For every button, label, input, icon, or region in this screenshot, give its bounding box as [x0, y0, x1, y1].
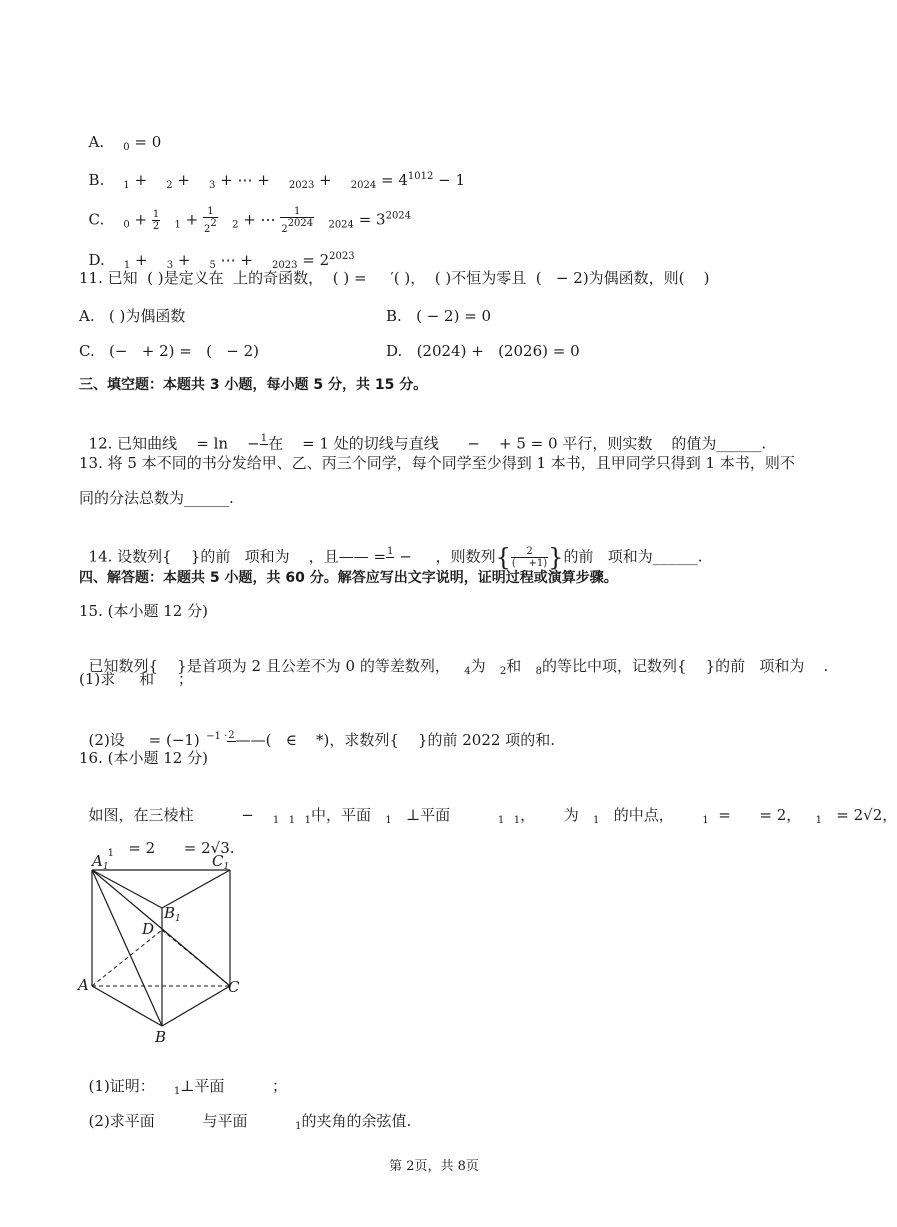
q16-line-1: 如图，在三棱柱 − $_{1 1 1}$中，平面 $_1$ ⊥平面 $_{1 1}$， 为 $_1$ 的中点， $_1$ = = 2， $_1$ = 2√2， — [88, 806, 897, 826]
label-c1: $C_1$ — [212, 852, 230, 872]
page-footer: 第 2页，共 8页 — [389, 1159, 479, 1174]
label-a: A — [78, 976, 89, 994]
q12: 12. 已知曲线 = ln − 1 在 = 1 处的切线与直线 − + 5 = 0 平行，则实数 的值为______. — [88, 433, 767, 453]
label-b: B — [155, 1028, 167, 1046]
q11-option-c: C. (− + 2) = ( − 2) — [79, 342, 259, 360]
q13-line-2: 同的分法总数为______. — [79, 489, 234, 507]
q10-option-b: B. $_1$ + $_2$ + $_3$ + ⋯ + $_{2023}$ + $_{2024} = 4^{1012} - 1$ — [88, 171, 465, 191]
prism-figure — [78, 852, 258, 1047]
q11-option-d: D. (2024) + (2026) = 0 — [386, 342, 580, 360]
section-4-heading: 四、解答题：本题共 5 小题，共 60 分。解答应写出文字说明，证明过程或演算步骤。 — [79, 570, 618, 586]
q15-title: 15. (本小题 12 分) — [79, 602, 208, 620]
label-a1: $A_1$ — [92, 852, 109, 872]
label-b1: $B_1$ — [164, 904, 181, 924]
q11-option-a: A. ( )为偶函数 — [79, 307, 186, 325]
q15-part-1: (1)求 和 ； — [79, 670, 193, 688]
section-3-heading: 三、填空题：本题共 3 小题，每小题 5 分，共 15 分。 — [79, 377, 428, 393]
q16-line-2: $_1$ = 2 = 2√3. — [107, 839, 235, 859]
label-c: C — [228, 978, 240, 996]
q10-option-c: C. $_0$ + $\frac{1}{2}$ $_1$ + $\frac{1}{2^2}$ $_2$ + ⋯ $\frac{1}{2^{2024}}$ $_{2024} = 3^{2024}$ — [88, 206, 412, 235]
q15-part-2: (2)设 = (−1) $^{-1 \cdot}$ 2 ——( ∈ *)，求数列{ }的前 2022 项的和. — [88, 729, 555, 749]
q10-option-d: D. $_1$ + $_3$ + $_5$ ⋯ + $_{2023} = 2^{2023}$ — [88, 251, 355, 271]
q10-option-a: A. $_0$ = 0 — [88, 133, 162, 153]
q16-title: 16. (本小题 12 分) — [79, 749, 208, 767]
q13-line-1: 13. 将 5 本不同的书分发给甲、乙、丙三个同学，每个同学至少得到 1 本书，且甲同学只得到 1 本书，则不 — [79, 454, 795, 472]
q15-line-1: 已知数列{ }是首项为 2 且公差不为 0 的等差数列， $_4$为 $_2$和 $_8$的等比中项，记数列{ }的前 项和为 . — [88, 657, 829, 677]
q11-option-b: B. ( − 2) = 0 — [386, 307, 492, 325]
q16-part-2: (2)求平面 与平面 $_1$的夹角的余弦值. — [88, 1112, 412, 1132]
q11-stem: 11. 已知 ( )是定义在 上的奇函数， ( ) = ′( )， ( )不恒为零且 ( − 2)为偶函数，则( ) — [79, 269, 710, 287]
q14: 14. 设数列{ }的前 项和为 ，且—— = 1 − ，则数列{ $\frac{2}{( +1)}$ }的前 项和为______. — [88, 543, 703, 572]
label-d: D — [142, 920, 155, 938]
q16-part-1: (1)证明： $_1$⊥平面 ； — [88, 1077, 288, 1097]
